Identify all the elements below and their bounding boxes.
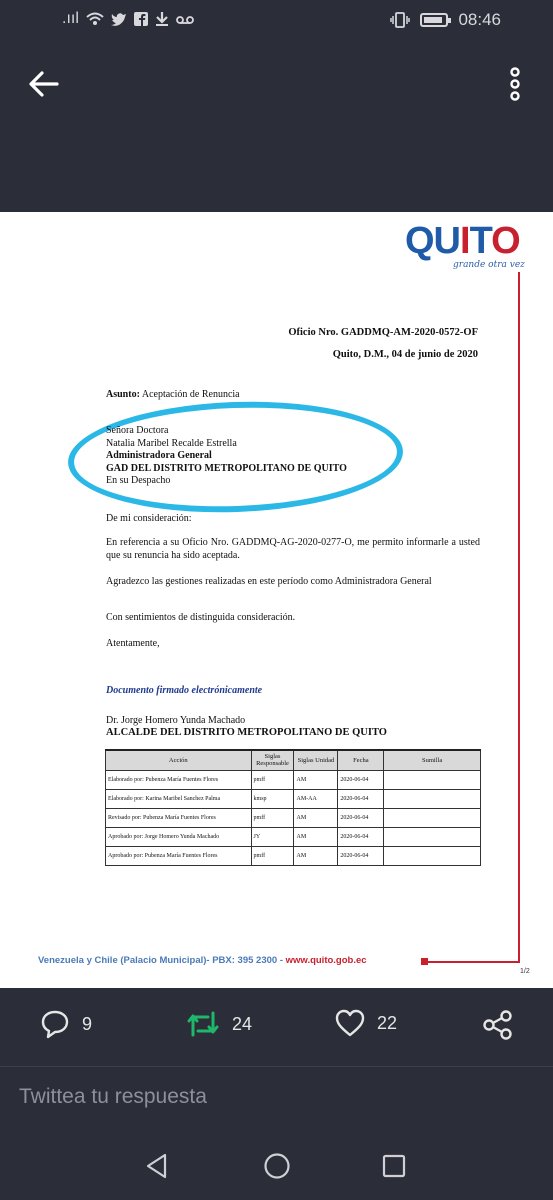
electronic-signature-note: Documento firmado electrónicamente <box>106 685 263 696</box>
like-count: 22 <box>377 1012 398 1033</box>
clock: 08:46 <box>458 10 501 29</box>
circle-home-icon <box>263 1152 291 1180</box>
app-bar <box>0 44 553 124</box>
voicemail-icon <box>176 13 194 25</box>
signer-name: Dr. Jorge Homero Yunda Machado <box>106 715 246 726</box>
system-nav-bar <box>0 1130 553 1200</box>
status-right-icons <box>390 10 501 30</box>
reply-icon <box>40 1009 70 1039</box>
quito-logo: QUITO grande otra vez <box>405 220 525 270</box>
body-paragraph-2: Agradezco las gestiones realizadas en este período como Administradora General <box>106 576 432 587</box>
twitter-icon <box>111 12 127 26</box>
tweet-image-document[interactable] <box>0 212 553 988</box>
subject-value: Aceptación de Renuncia <box>141 389 240 400</box>
download-icon <box>155 11 169 27</box>
greeting: De mi consideración: <box>106 513 192 524</box>
subject-label: Asunto: <box>106 389 140 400</box>
signer-title: ALCALDE DEL DISTRITO METROPOLITANO DE QUITO <box>106 727 387 738</box>
reply-composer[interactable] <box>0 1066 553 1126</box>
nav-home-button[interactable] <box>263 1152 291 1180</box>
table-header: Sumilla <box>384 750 481 770</box>
more-options-button[interactable] <box>505 66 525 102</box>
like-button[interactable] <box>335 1009 397 1037</box>
nav-recents-button[interactable] <box>380 1152 408 1180</box>
table-header-row <box>106 750 481 770</box>
retweet-icon <box>186 1009 220 1039</box>
red-frame-line <box>518 272 520 962</box>
logo-tagline: grande otra vez <box>453 260 525 270</box>
body-paragraph-1: En referencia a su Oficio Nro. GADDMQ-AG-2020-0277-O, me permito informarle a usted que su renuncia ha sido aceptada. <box>106 537 480 561</box>
battery-icon <box>420 13 448 27</box>
back-button[interactable] <box>26 66 62 102</box>
tweet-action-bar <box>0 995 553 1055</box>
closing-line: Con sentimientos de distinguida consideración. <box>106 612 296 623</box>
signal-icon: .ııl <box>62 10 79 27</box>
table-row: Revisado por: Pubenza María Fuentes Flores pmff AM 2020-06-04 <box>106 808 481 827</box>
table-header: Acción <box>106 750 252 770</box>
retweet-button[interactable] <box>186 1009 252 1039</box>
triangle-back-icon <box>143 1152 171 1180</box>
table-header: Siglas Responsable <box>251 750 294 770</box>
status-left-icons <box>62 10 194 28</box>
page-number: 1/2 <box>520 968 530 975</box>
footer-url: www.quito.gob.ec <box>285 955 367 966</box>
red-frame-marker <box>421 958 428 965</box>
reply-button[interactable] <box>40 1009 92 1039</box>
reply-count: 9 <box>82 1013 93 1034</box>
footer-address: Venezuela y Chile (Palacio Municipal)- PBX: 395 2300 - <box>38 955 286 966</box>
retweet-count: 24 <box>232 1013 253 1034</box>
facebook-icon <box>134 12 148 26</box>
subject-line <box>106 389 240 400</box>
table-row: Elaborado por: Pubenza María Fuentes Flores pmff AM 2020-06-04 <box>106 770 481 789</box>
arrow-left-icon <box>26 66 62 102</box>
share-icon <box>482 1009 514 1041</box>
table-row: Elaborado por: Karina Maribel Sanchez Palma kmsp AM-AA 2020-06-04 <box>106 789 481 808</box>
nav-back-button[interactable] <box>143 1152 171 1180</box>
reply-placeholder[interactable]: Twittea tu respuesta <box>19 1085 207 1108</box>
oficio-number: Oficio Nro. GADDMQ-AM-2020-0572-OF <box>288 327 478 338</box>
sign-off: Atentamente, <box>106 638 160 649</box>
wifi-icon <box>86 12 104 26</box>
document-footer <box>38 955 367 966</box>
table-header: Fecha <box>338 750 384 770</box>
table-row: Aprobado por: Pubenza María Fuentes Flores pmff AM 2020-06-04 <box>106 846 481 865</box>
vibrate-icon <box>390 12 410 28</box>
recipient-block: Señora Doctora Natalia Maribel Recalde Estrella Administradora General GAD DEL DISTRITO METROPOLITANO DE QUITO En su Despacho <box>106 425 347 486</box>
red-frame-bottom <box>425 961 520 963</box>
status-bar <box>0 0 553 44</box>
table-header: Siglas Unidad <box>294 750 338 770</box>
more-vertical-icon <box>505 66 525 102</box>
square-recents-icon <box>380 1152 408 1180</box>
approval-table <box>105 749 481 866</box>
share-button[interactable] <box>482 1009 514 1041</box>
table-row: Aprobado por: Jorge Homero Yunda Machado JY AM 2020-06-04 <box>106 827 481 846</box>
document-date: Quito, D.M., 04 de junio de 2020 <box>332 349 478 360</box>
heart-icon <box>335 1009 365 1037</box>
